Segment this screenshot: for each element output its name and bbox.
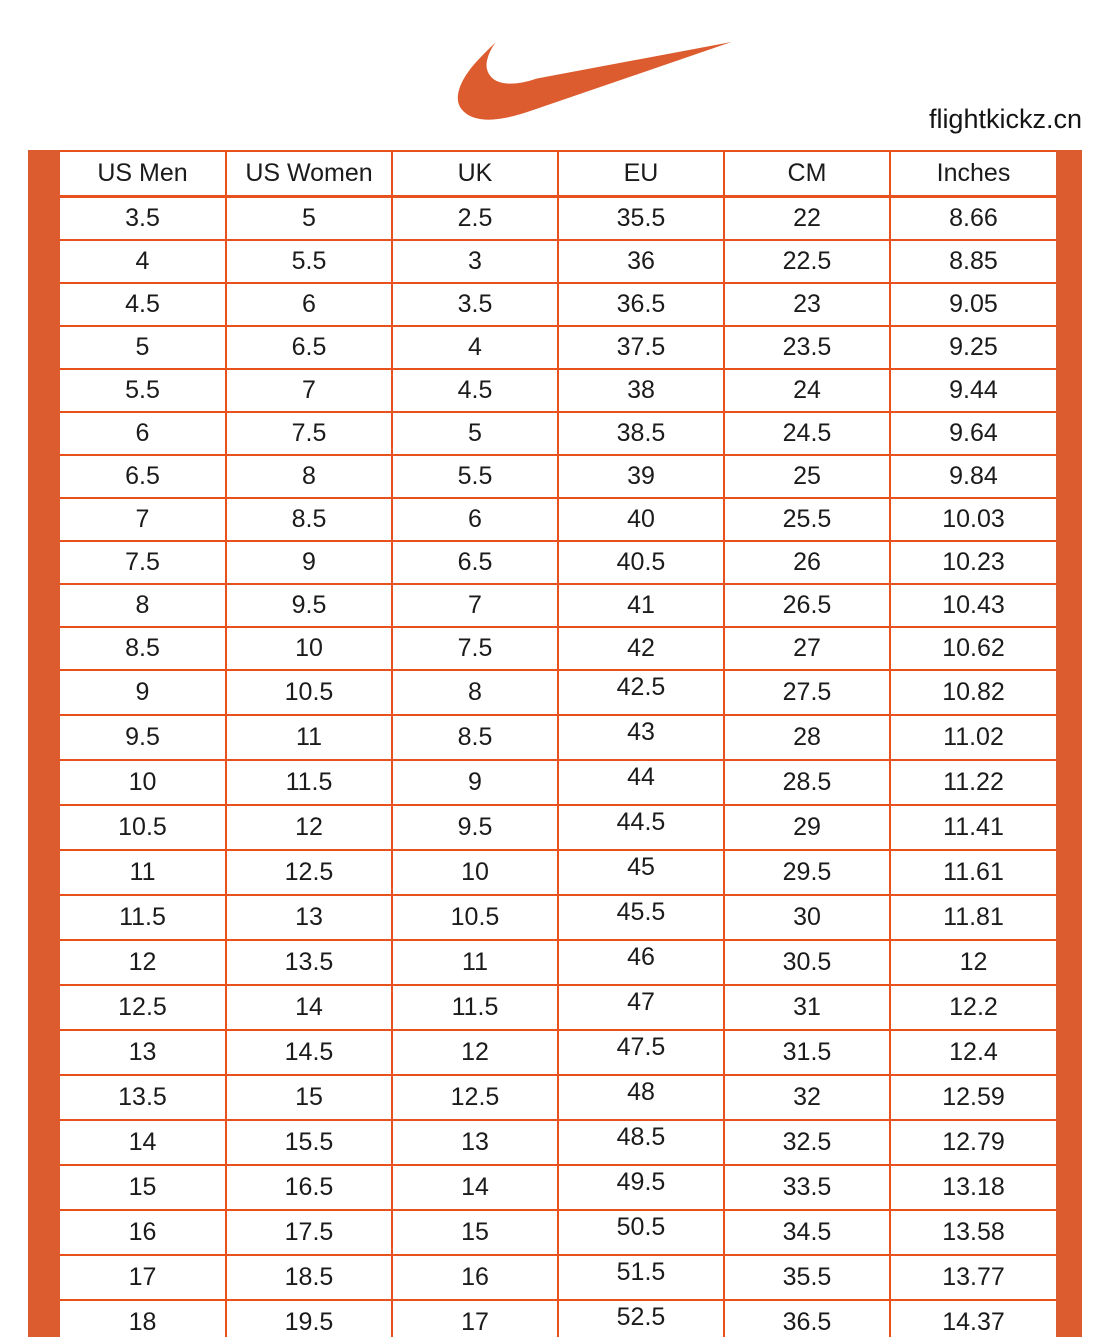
column-header-inches: Inches xyxy=(890,151,1056,197)
cell-inches: 10.23 xyxy=(890,541,1056,584)
cell-us-women: 9 xyxy=(226,541,392,584)
size-conversion-table xyxy=(60,150,1056,1337)
cell-us-men: 10.5 xyxy=(60,805,226,850)
table-row xyxy=(60,670,1056,715)
table-row xyxy=(60,850,1056,895)
column-header-cm: CM xyxy=(724,151,890,197)
cell-inches: 12.4 xyxy=(890,1030,1056,1075)
cell-inches: 9.84 xyxy=(890,455,1056,498)
cell-inches: 10.62 xyxy=(890,627,1056,670)
cell-uk: 11.5 xyxy=(392,985,558,1030)
cell-eu: 42.5 xyxy=(558,670,724,715)
column-header-uk: UK xyxy=(392,151,558,197)
cell-cm: 23 xyxy=(724,283,890,326)
cell-inches: 10.03 xyxy=(890,498,1056,541)
cell-eu: 42 xyxy=(558,627,724,670)
cell-cm: 23.5 xyxy=(724,326,890,369)
cell-cm: 22.5 xyxy=(724,240,890,283)
cell-uk: 6.5 xyxy=(392,541,558,584)
table-row xyxy=(60,412,1056,455)
cell-us-men: 15 xyxy=(60,1165,226,1210)
cell-us-men: 3.5 xyxy=(60,197,226,241)
cell-cm: 22 xyxy=(724,197,890,241)
cell-inches: 10.82 xyxy=(890,670,1056,715)
cell-us-men: 5 xyxy=(60,326,226,369)
cell-uk: 9 xyxy=(392,760,558,805)
cell-cm: 33.5 xyxy=(724,1165,890,1210)
table-row xyxy=(60,760,1056,805)
cell-inches: 12.2 xyxy=(890,985,1056,1030)
cell-us-women: 15 xyxy=(226,1075,392,1120)
cell-eu: 43 xyxy=(558,715,724,760)
table-header xyxy=(60,151,1056,197)
table-row xyxy=(60,498,1056,541)
cell-uk: 14 xyxy=(392,1165,558,1210)
cell-uk: 13 xyxy=(392,1120,558,1165)
cell-us-men: 8 xyxy=(60,584,226,627)
cell-uk: 12 xyxy=(392,1030,558,1075)
cell-us-men: 4 xyxy=(60,240,226,283)
cell-us-women: 14.5 xyxy=(226,1030,392,1075)
table-row xyxy=(60,715,1056,760)
cell-us-women: 12.5 xyxy=(226,850,392,895)
cell-inches: 13.58 xyxy=(890,1210,1056,1255)
cell-us-men: 7.5 xyxy=(60,541,226,584)
cell-cm: 27 xyxy=(724,627,890,670)
cell-eu: 38.5 xyxy=(558,412,724,455)
cell-us-women: 11.5 xyxy=(226,760,392,805)
cell-uk: 17 xyxy=(392,1300,558,1337)
cell-us-men: 8.5 xyxy=(60,627,226,670)
cell-eu: 45.5 xyxy=(558,895,724,940)
cell-inches: 9.64 xyxy=(890,412,1056,455)
cell-uk: 3.5 xyxy=(392,283,558,326)
cell-us-women: 5 xyxy=(226,197,392,241)
cell-us-men: 11 xyxy=(60,850,226,895)
cell-cm: 27.5 xyxy=(724,670,890,715)
cell-eu: 47.5 xyxy=(558,1030,724,1075)
cell-inches: 11.81 xyxy=(890,895,1056,940)
table-row xyxy=(60,1255,1056,1300)
cell-inches: 10.43 xyxy=(890,584,1056,627)
cell-cm: 36.5 xyxy=(724,1300,890,1337)
cell-inches: 13.77 xyxy=(890,1255,1056,1300)
cell-inches: 11.22 xyxy=(890,760,1056,805)
cell-eu: 39 xyxy=(558,455,724,498)
cell-us-men: 17 xyxy=(60,1255,226,1300)
cell-cm: 28.5 xyxy=(724,760,890,805)
cell-cm: 25 xyxy=(724,455,890,498)
cell-cm: 26 xyxy=(724,541,890,584)
table-row xyxy=(60,1120,1056,1165)
cell-cm: 29.5 xyxy=(724,850,890,895)
cell-us-women: 13.5 xyxy=(226,940,392,985)
table-row xyxy=(60,940,1056,985)
cell-eu: 40.5 xyxy=(558,541,724,584)
cell-uk: 16 xyxy=(392,1255,558,1300)
header-row xyxy=(60,151,1056,197)
table-row xyxy=(60,1030,1056,1075)
cell-us-men: 7 xyxy=(60,498,226,541)
cell-eu: 49.5 xyxy=(558,1165,724,1210)
table-row xyxy=(60,1210,1056,1255)
cell-uk: 7.5 xyxy=(392,627,558,670)
cell-us-men: 18 xyxy=(60,1300,226,1337)
cell-cm: 31 xyxy=(724,985,890,1030)
cell-cm: 32.5 xyxy=(724,1120,890,1165)
column-header-eu: EU xyxy=(558,151,724,197)
table-row xyxy=(60,283,1056,326)
cell-eu: 45 xyxy=(558,850,724,895)
cell-us-women: 13 xyxy=(226,895,392,940)
cell-inches: 8.66 xyxy=(890,197,1056,241)
cell-us-women: 10.5 xyxy=(226,670,392,715)
cell-uk: 15 xyxy=(392,1210,558,1255)
cell-eu: 36.5 xyxy=(558,283,724,326)
cell-us-women: 5.5 xyxy=(226,240,392,283)
cell-us-men: 4.5 xyxy=(60,283,226,326)
cell-eu: 46 xyxy=(558,940,724,985)
cell-uk: 5.5 xyxy=(392,455,558,498)
table-row xyxy=(60,197,1056,241)
cell-us-women: 14 xyxy=(226,985,392,1030)
cell-eu: 48 xyxy=(558,1075,724,1120)
cell-us-women: 6.5 xyxy=(226,326,392,369)
cell-cm: 30 xyxy=(724,895,890,940)
cell-us-women: 15.5 xyxy=(226,1120,392,1165)
cell-eu: 37.5 xyxy=(558,326,724,369)
cell-us-men: 11.5 xyxy=(60,895,226,940)
cell-eu: 44 xyxy=(558,760,724,805)
cell-inches: 13.18 xyxy=(890,1165,1056,1210)
cell-us-men: 9 xyxy=(60,670,226,715)
cell-us-women: 19.5 xyxy=(226,1300,392,1337)
table-row xyxy=(60,326,1056,369)
cell-cm: 25.5 xyxy=(724,498,890,541)
cell-cm: 29 xyxy=(724,805,890,850)
cell-us-women: 10 xyxy=(226,627,392,670)
cell-cm: 34.5 xyxy=(724,1210,890,1255)
cell-inches: 9.05 xyxy=(890,283,1056,326)
cell-uk: 7 xyxy=(392,584,558,627)
cell-us-women: 11 xyxy=(226,715,392,760)
cell-cm: 24 xyxy=(724,369,890,412)
cell-us-men: 13.5 xyxy=(60,1075,226,1120)
cell-cm: 32 xyxy=(724,1075,890,1120)
table-row xyxy=(60,369,1056,412)
table-row xyxy=(60,1300,1056,1337)
cell-cm: 31.5 xyxy=(724,1030,890,1075)
cell-us-women: 7 xyxy=(226,369,392,412)
cell-us-women: 7.5 xyxy=(226,412,392,455)
table-row xyxy=(60,895,1056,940)
cell-uk: 3 xyxy=(392,240,558,283)
cell-eu: 36 xyxy=(558,240,724,283)
cell-eu: 48.5 xyxy=(558,1120,724,1165)
cell-inches: 14.37 xyxy=(890,1300,1056,1337)
cell-eu: 52.5 xyxy=(558,1300,724,1337)
cell-eu: 51.5 xyxy=(558,1255,724,1300)
cell-inches: 9.44 xyxy=(890,369,1056,412)
cell-uk: 5 xyxy=(392,412,558,455)
cell-uk: 12.5 xyxy=(392,1075,558,1120)
cell-us-men: 10 xyxy=(60,760,226,805)
left-accent-bar xyxy=(28,150,60,1337)
table-row xyxy=(60,455,1056,498)
cell-us-men: 12.5 xyxy=(60,985,226,1030)
cell-uk: 11 xyxy=(392,940,558,985)
cell-uk: 4 xyxy=(392,326,558,369)
cell-inches: 11.41 xyxy=(890,805,1056,850)
cell-us-men: 13 xyxy=(60,1030,226,1075)
cell-us-women: 9.5 xyxy=(226,584,392,627)
cell-eu: 40 xyxy=(558,498,724,541)
cell-us-men: 16 xyxy=(60,1210,226,1255)
cell-inches: 12.79 xyxy=(890,1120,1056,1165)
cell-us-women: 8 xyxy=(226,455,392,498)
watermark-text: flightkickz.cn xyxy=(928,104,1082,134)
cell-inches: 11.02 xyxy=(890,715,1056,760)
cell-inches: 12 xyxy=(890,940,1056,985)
table-row xyxy=(60,541,1056,584)
cell-cm: 35.5 xyxy=(724,1255,890,1300)
cell-inches: 11.61 xyxy=(890,850,1056,895)
cell-uk: 8 xyxy=(392,670,558,715)
table-row xyxy=(60,805,1056,850)
cell-cm: 26.5 xyxy=(724,584,890,627)
cell-uk: 10 xyxy=(392,850,558,895)
cell-cm: 28 xyxy=(724,715,890,760)
nike-swoosh-icon xyxy=(456,29,734,121)
table-row xyxy=(60,1075,1056,1120)
cell-eu: 38 xyxy=(558,369,724,412)
cell-us-women: 6 xyxy=(226,283,392,326)
cell-eu: 47 xyxy=(558,985,724,1030)
cell-inches: 9.25 xyxy=(890,326,1056,369)
cell-us-women: 8.5 xyxy=(226,498,392,541)
cell-eu: 41 xyxy=(558,584,724,627)
cell-us-women: 17.5 xyxy=(226,1210,392,1255)
cell-inches: 8.85 xyxy=(890,240,1056,283)
cell-us-women: 12 xyxy=(226,805,392,850)
right-accent-bar xyxy=(1056,150,1082,1337)
size-table-band xyxy=(28,150,1082,1337)
cell-eu: 50.5 xyxy=(558,1210,724,1255)
cell-uk: 9.5 xyxy=(392,805,558,850)
cell-inches: 12.59 xyxy=(890,1075,1056,1120)
table-row xyxy=(60,627,1056,670)
cell-uk: 6 xyxy=(392,498,558,541)
cell-uk: 10.5 xyxy=(392,895,558,940)
cell-eu: 44.5 xyxy=(558,805,724,850)
cell-us-women: 16.5 xyxy=(226,1165,392,1210)
table-row xyxy=(60,240,1056,283)
cell-us-men: 12 xyxy=(60,940,226,985)
cell-uk: 4.5 xyxy=(392,369,558,412)
cell-us-men: 5.5 xyxy=(60,369,226,412)
column-header-us-women: US Women xyxy=(226,151,392,197)
cell-cm: 30.5 xyxy=(724,940,890,985)
cell-us-men: 14 xyxy=(60,1120,226,1165)
cell-uk: 8.5 xyxy=(392,715,558,760)
table-body xyxy=(60,197,1056,1337)
cell-us-men: 6.5 xyxy=(60,455,226,498)
table-row xyxy=(60,1165,1056,1210)
cell-us-men: 6 xyxy=(60,412,226,455)
cell-eu: 35.5 xyxy=(558,197,724,241)
cell-uk: 2.5 xyxy=(392,197,558,241)
cell-us-men: 9.5 xyxy=(60,715,226,760)
cell-us-women: 18.5 xyxy=(226,1255,392,1300)
table-row xyxy=(60,985,1056,1030)
column-header-us-men: US Men xyxy=(60,151,226,197)
table-row xyxy=(60,584,1056,627)
cell-cm: 24.5 xyxy=(724,412,890,455)
